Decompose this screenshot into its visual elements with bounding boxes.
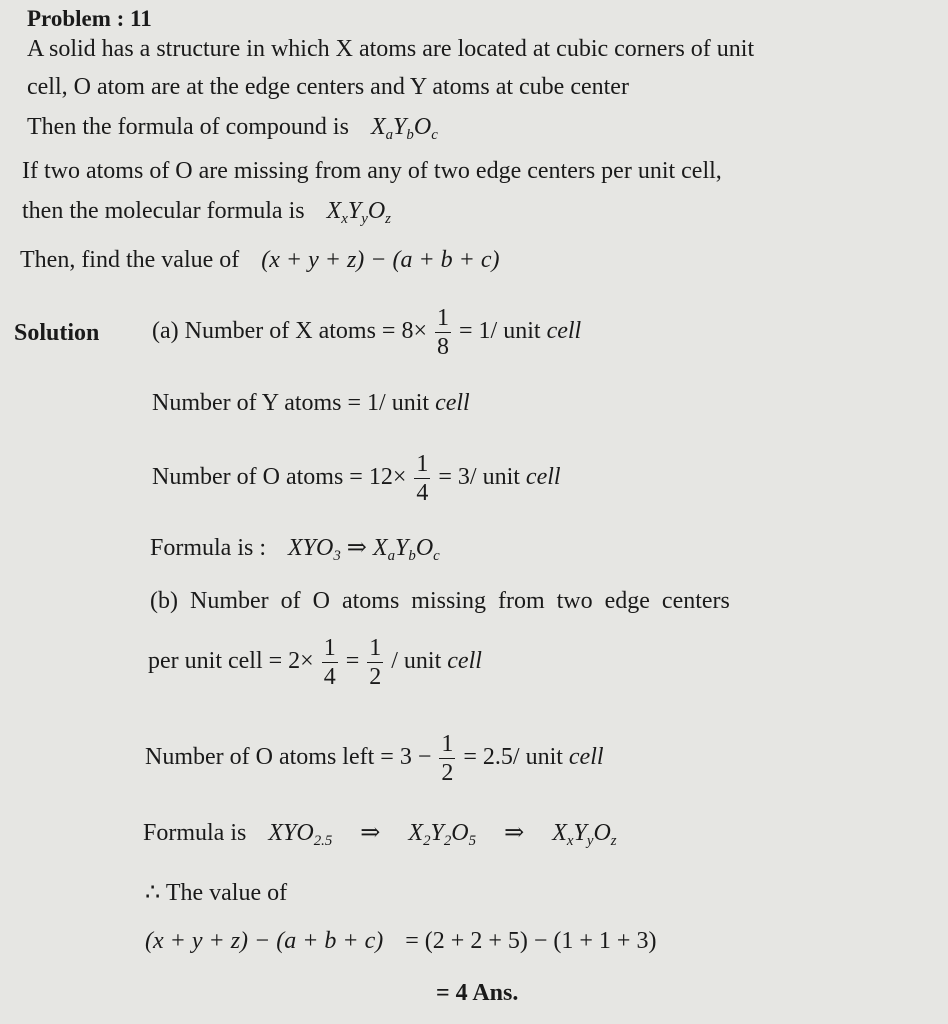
solution-b-per-unit: per unit cell = 2× $\frac{1}{4}$ = $\frac{1}{2}$ / unit cell bbox=[148, 634, 482, 690]
solution-expression bbox=[145, 926, 656, 956]
formula-b-text: Formula is bbox=[143, 820, 247, 846]
solution-therefore: ∴ The value of bbox=[145, 880, 288, 906]
problem-line-6-text: Then, find the value of bbox=[20, 247, 240, 273]
b-per-unit-text: per unit cell = 2× bbox=[148, 648, 314, 674]
y-atoms-cell: cell bbox=[435, 390, 470, 416]
solution-o-atoms bbox=[152, 446, 561, 508]
solution-label: Solution bbox=[14, 320, 100, 346]
solution-o-left bbox=[145, 726, 604, 788]
fraction-one-half-left: $\frac{1}{2}$ bbox=[441, 730, 454, 786]
fraction-one-quarter: $\frac{1}{4}$ bbox=[416, 450, 429, 506]
problem-line-2: cell, O atom are at the edge centers and Y atoms at cube center bbox=[27, 74, 629, 100]
problem-line-3 bbox=[27, 112, 438, 142]
problem-line-5 bbox=[22, 196, 391, 226]
o-left-result: = 2.5/ unit bbox=[463, 744, 563, 770]
problem-heading: Problem : 11 bbox=[27, 6, 152, 31]
fraction-one-half-b: $\frac{1}{2}$ bbox=[369, 634, 382, 690]
problem-expression: (x + y + z) − (a + b + c) bbox=[261, 247, 500, 273]
formula-xxyyoz-2: $X_xY_yO_z$ bbox=[552, 820, 617, 850]
y-atoms-text: Number of Y atoms = 1/ unit bbox=[152, 390, 430, 416]
formula-xyo2-5: $XYO_{2.5}$ bbox=[268, 820, 333, 850]
solution-x-atoms bbox=[152, 300, 581, 362]
expression-lhs: (x + y + z) − (a + b + c) bbox=[145, 928, 384, 954]
b-per-unit-cell: cell bbox=[447, 648, 482, 674]
problem-line-3-text: Then the formula of compound is bbox=[27, 114, 349, 140]
x-atoms-text: (a) Number of X atoms = 8× bbox=[152, 318, 428, 344]
formula-xayboc-2: $X_aY_bO_c$ bbox=[372, 535, 440, 565]
formula-xyo3: $XYO_3$ bbox=[288, 535, 341, 565]
problem-line-6 bbox=[20, 245, 500, 275]
o-left-cell: cell bbox=[568, 744, 604, 770]
problem-line-1: A solid has a structure in which X atoms are located at cubic corners of unit bbox=[27, 36, 755, 62]
formula-xayboc: $X_aY_bO_c$ bbox=[370, 114, 438, 144]
o-left-text: Number of O atoms left = 3 − bbox=[145, 744, 432, 770]
expression-rhs: = (2 + 2 + 5) − (1 + 1 + 3) bbox=[405, 928, 657, 954]
b-per-unit-result: / unit bbox=[391, 648, 442, 674]
solution-b-intro: (b) Number of O atoms missing from two edge centers bbox=[150, 588, 730, 614]
x-atoms-cell: cell bbox=[546, 318, 582, 344]
formula-a-text: Formula is : bbox=[150, 535, 267, 561]
solution-formula-b: Formula is $XYO_{2.5}$ ⇒ $X_2Y_2O_5$ ⇒ $X_xY_yO_z$ bbox=[143, 820, 617, 850]
formula-x2y2o5: $X_2Y_2O_5$ bbox=[408, 820, 477, 850]
o-atoms-text: Number of O atoms = 12× bbox=[152, 464, 407, 490]
fraction-one-quarter-b: $\frac{1}{4}$ bbox=[323, 634, 336, 690]
formula-xxyyoz: $X_xY_yO_z$ bbox=[326, 198, 391, 228]
o-atoms-result: = 3/ unit bbox=[438, 464, 520, 490]
solution-formula-a: Formula is : $XYO_3$ ⇒ $X_aY_bO_c$ bbox=[150, 535, 440, 565]
x-atoms-result: = 1/ unit bbox=[459, 318, 541, 344]
problem-line-4: If two atoms of O are missing from any of two edge centers per unit cell, bbox=[22, 158, 722, 184]
fraction-one-eighth: $\frac{1}{8}$ bbox=[437, 304, 450, 360]
o-atoms-cell: cell bbox=[525, 464, 561, 490]
solution-answer: = 4 Ans. bbox=[436, 980, 519, 1006]
solution-y-atoms bbox=[152, 388, 470, 418]
problem-line-5-text: then the molecular formula is bbox=[22, 198, 305, 224]
